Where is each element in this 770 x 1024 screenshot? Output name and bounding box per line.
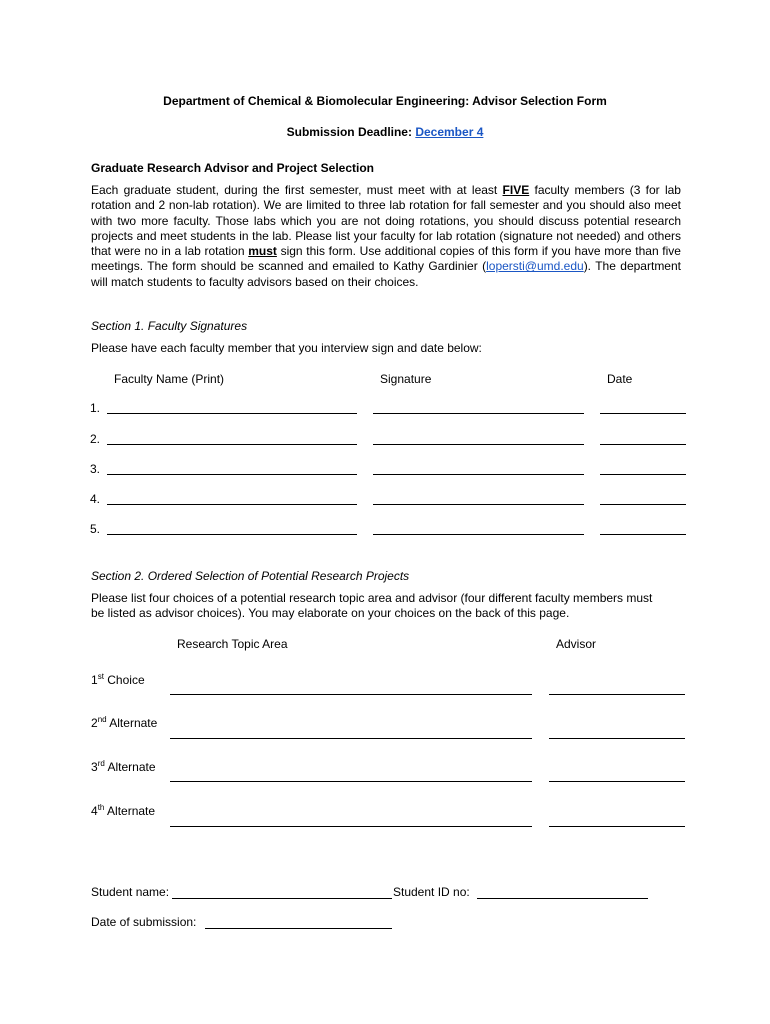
col-date: Date bbox=[607, 372, 633, 386]
student-id-field[interactable] bbox=[477, 898, 648, 899]
date-field[interactable] bbox=[600, 413, 686, 414]
section1-title: Section 1. Faculty Signatures bbox=[91, 319, 248, 333]
must-emphasis: must bbox=[248, 244, 277, 259]
row-number: 2. bbox=[90, 432, 101, 446]
section2-instruction: Please list four choices of a potential research topic area and advisor (four different faculty members must be listed as advisor choices). You may elaborate on your choices on the back of this page. bbox=[91, 591, 653, 620]
intro-text-1: Each graduate student, during the first semester, must meet with at least bbox=[91, 183, 498, 197]
date-field[interactable] bbox=[600, 444, 686, 445]
signature-field[interactable] bbox=[373, 474, 584, 475]
signature-field[interactable] bbox=[373, 504, 584, 505]
intro-text-3: sign this form. Use additional copies of this form if you have more than five meetings. The form should be scanned and emailed to Kathy Gardinier ( bbox=[91, 244, 681, 274]
advisor-field[interactable] bbox=[549, 826, 685, 827]
signature-field[interactable] bbox=[373, 413, 584, 414]
research-topic-field[interactable] bbox=[170, 738, 532, 739]
intro-text-4: ). The department will match students to faculty advisors based on their choices. bbox=[91, 259, 681, 289]
row-number: 5. bbox=[90, 522, 101, 536]
five-emphasis: FIVE bbox=[502, 183, 530, 197]
submission-date-field[interactable] bbox=[205, 928, 392, 929]
research-topic-field[interactable] bbox=[170, 826, 532, 827]
faculty-name-field[interactable] bbox=[107, 413, 357, 414]
research-topic-field[interactable] bbox=[170, 694, 532, 695]
row-number: 1. bbox=[90, 401, 101, 415]
research-topic-field[interactable] bbox=[170, 781, 532, 782]
faculty-name-field[interactable] bbox=[107, 504, 357, 505]
faculty-name-field[interactable] bbox=[107, 474, 357, 475]
form-title: Department of Chemical & Biomolecular Engineering: Advisor Selection Form bbox=[163, 94, 607, 108]
email-link[interactable]: lopersti@umd.edu bbox=[486, 259, 584, 274]
signature-field[interactable] bbox=[373, 444, 584, 445]
choice-label: 1st Choice bbox=[91, 672, 145, 687]
student-id-label: Student ID no: bbox=[393, 885, 470, 899]
date-field[interactable] bbox=[600, 534, 686, 535]
choice-label: 4th Alternate bbox=[91, 803, 156, 818]
advisor-field[interactable] bbox=[549, 781, 685, 782]
faculty-name-field[interactable] bbox=[107, 534, 357, 535]
col-signature: Signature bbox=[380, 372, 432, 386]
choice-label: 2nd Alternate bbox=[91, 715, 158, 730]
section1-instruction: Please have each faculty member that you interview sign and date below: bbox=[91, 341, 482, 355]
section2-title: Section 2. Ordered Selection of Potential Research Projects bbox=[91, 569, 410, 583]
submission-date-label: Date of submission: bbox=[91, 915, 197, 929]
faculty-name-field[interactable] bbox=[107, 444, 357, 445]
advisor-field[interactable] bbox=[549, 694, 685, 695]
choice-label: 3rd Alternate bbox=[91, 759, 156, 774]
deadline-link[interactable]: December 4 bbox=[415, 125, 484, 139]
deadline-label: Submission Deadline: bbox=[286, 125, 412, 139]
col-faculty-name: Faculty Name (Print) bbox=[114, 372, 225, 386]
student-name-label: Student name: bbox=[91, 885, 170, 899]
intro-text-2: faculty members (3 for lab rotation and 2 non-lab rotation). We are limited to three lab rotation for fall semester and you should also meet with two more faculty. Those labs which you are not doing rotations, you should discuss potential research projects and meet students in the lab. Please list your faculty for lab rotation (signature not needed) and others that were no in a lab rotation bbox=[91, 183, 681, 259]
col-advisor: Advisor bbox=[556, 637, 597, 651]
advisor-field[interactable] bbox=[549, 738, 685, 739]
intro-heading: Graduate Research Advisor and Project Selection bbox=[91, 161, 374, 175]
row-number: 4. bbox=[90, 492, 101, 506]
signature-field[interactable] bbox=[373, 534, 584, 535]
date-field[interactable] bbox=[600, 474, 686, 475]
intro-paragraph bbox=[91, 183, 681, 290]
date-field[interactable] bbox=[600, 504, 686, 505]
deadline-line bbox=[0, 125, 770, 139]
student-name-field[interactable] bbox=[172, 898, 392, 899]
col-research-topic: Research Topic Area bbox=[177, 637, 288, 651]
row-number: 3. bbox=[90, 462, 101, 476]
